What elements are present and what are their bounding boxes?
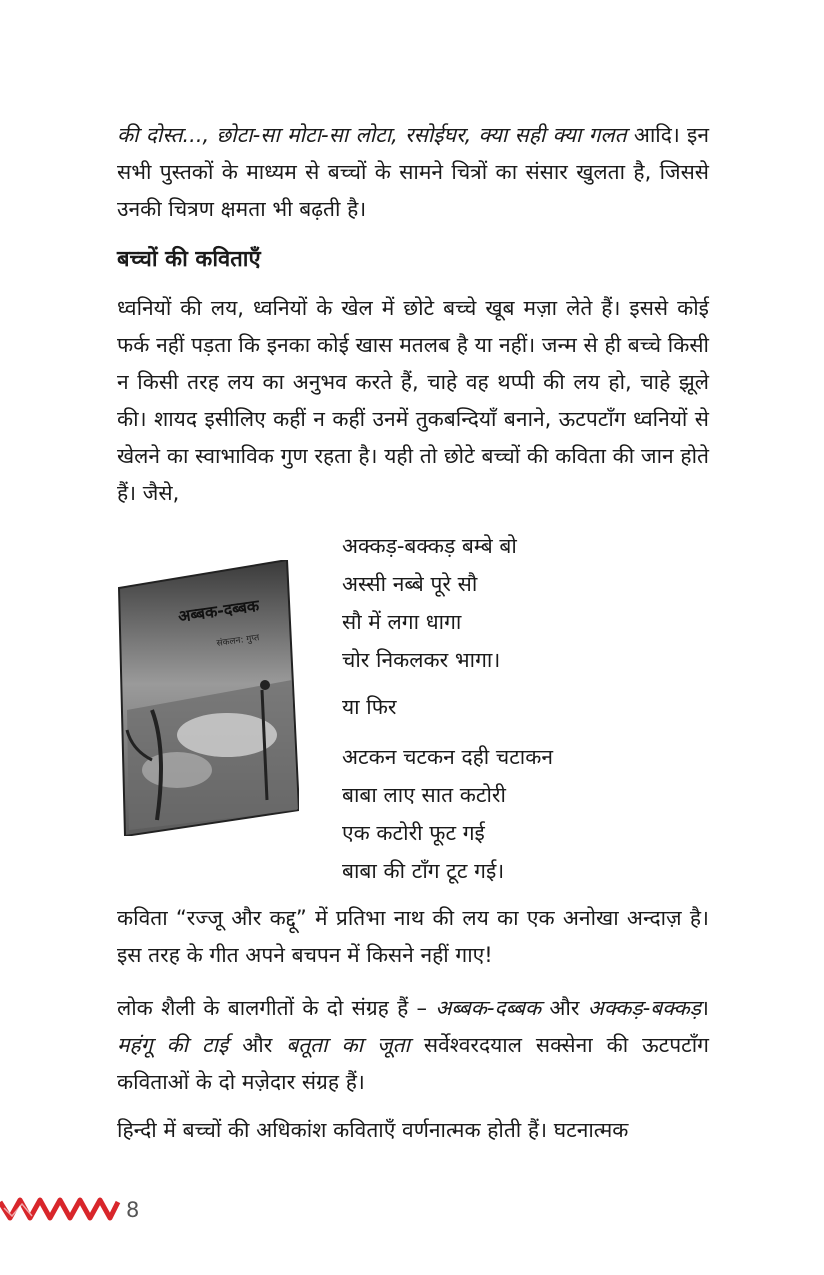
poem-line: अक्कड़-बक्कड़ बम्बे बो: [342, 534, 517, 558]
poem-line: बाबा की टाँग टूट गई।: [342, 859, 505, 883]
text-span: ।: [701, 996, 709, 1020]
paragraph-intro-text: आदि। इन सभी पुस्तकों के माध्यम से बच्चों के सामने चित्रों का संसार खुलता है, जिससे उनकी चित्रण क्षमता भी बढ़ती है।: [117, 123, 710, 221]
poem-line: एक कटोरी फूट गई: [342, 821, 485, 845]
book-titles-list: की दोस्त..., छोटा-सा मोटा-सा लोटा, रसोईघर, क्या सही क्या गलत: [117, 123, 627, 147]
paragraph-collections: [117, 990, 709, 1101]
poem-line: अटकन चटकन दही चटाकन: [342, 745, 554, 769]
paragraph-intro: [117, 117, 709, 228]
poem-line: चोर निकलकर भागा।: [342, 648, 501, 672]
poem-line: अस्सी नब्बे पूरे सौ: [342, 572, 478, 596]
book-title: महंगू की टाई: [117, 1033, 229, 1057]
section-heading: बच्चों की कविताएँ: [117, 247, 261, 272]
poem-akkad-bakkad: [342, 527, 722, 679]
text-span: लोक शैली के बालगीतों के दो संग्रह हैं –: [117, 996, 436, 1020]
page-number: 8: [126, 1198, 140, 1222]
poem-line: सौ में लगा धागा: [342, 610, 462, 634]
text-span: और: [228, 1033, 287, 1057]
poem-line: बाबा लाए सात कटोरी: [342, 783, 506, 807]
poem-connector: या फिर: [342, 695, 397, 719]
cover-author: संकलन: गुप्त: [216, 633, 260, 649]
text-span: और: [541, 996, 588, 1020]
poem-atkan-chatkan: [342, 738, 722, 890]
book-title: अक्कड़-बक्कड़: [587, 996, 702, 1020]
book-title: अब्बक-दब्बक: [435, 996, 542, 1020]
text-span: सर्वेश्वरदयाल सक्सेना की ऊटपटाँग कविताओं के दो मज़ेदार संग्रह हैं।: [117, 1033, 709, 1094]
paragraph-descriptive: हिन्दी में बच्चों की अधिकांश कविताएँ वर्णनात्मक होती हैं। घटनात्मक: [117, 1118, 629, 1142]
book-cover-image: [117, 560, 299, 836]
paragraph-rajju-kaddu: कविता “रज्जू और कद्दू” में प्रतिभा नाथ की लय का एक अनोखा अन्दाज़ है। इस तरह के गीत अपने बचपन में किसने नहीं गाए!: [117, 906, 709, 967]
book-title: बतूता का जूता: [286, 1033, 410, 1057]
paragraph-rhythm: ध्वनियों की लय, ध्वनियों के खेल में छोटे बच्चे खूब मज़ा लेते हैं। इससे कोई फर्क नहीं पड़ता कि इनका कोई खास मतलब है या नहीं। जन्म से ही बच्चे किसी न किसी तरह लय का अनुभव करते हैं, चाहे वह थप्पी की लय हो, चाहे झूले की। शायद इसीलिए कहीं न कहीं उनमें तुकबन्दियाँ बनाने, ऊटपटाँग ध्वनियों से खेलने का स्वाभाविक गुण रहता है। यही तो छोटे बच्चों की कविता की जान होते हैं। जैसे,: [117, 296, 709, 505]
cover-title: अब्बक-दब्बक: [176, 595, 261, 626]
